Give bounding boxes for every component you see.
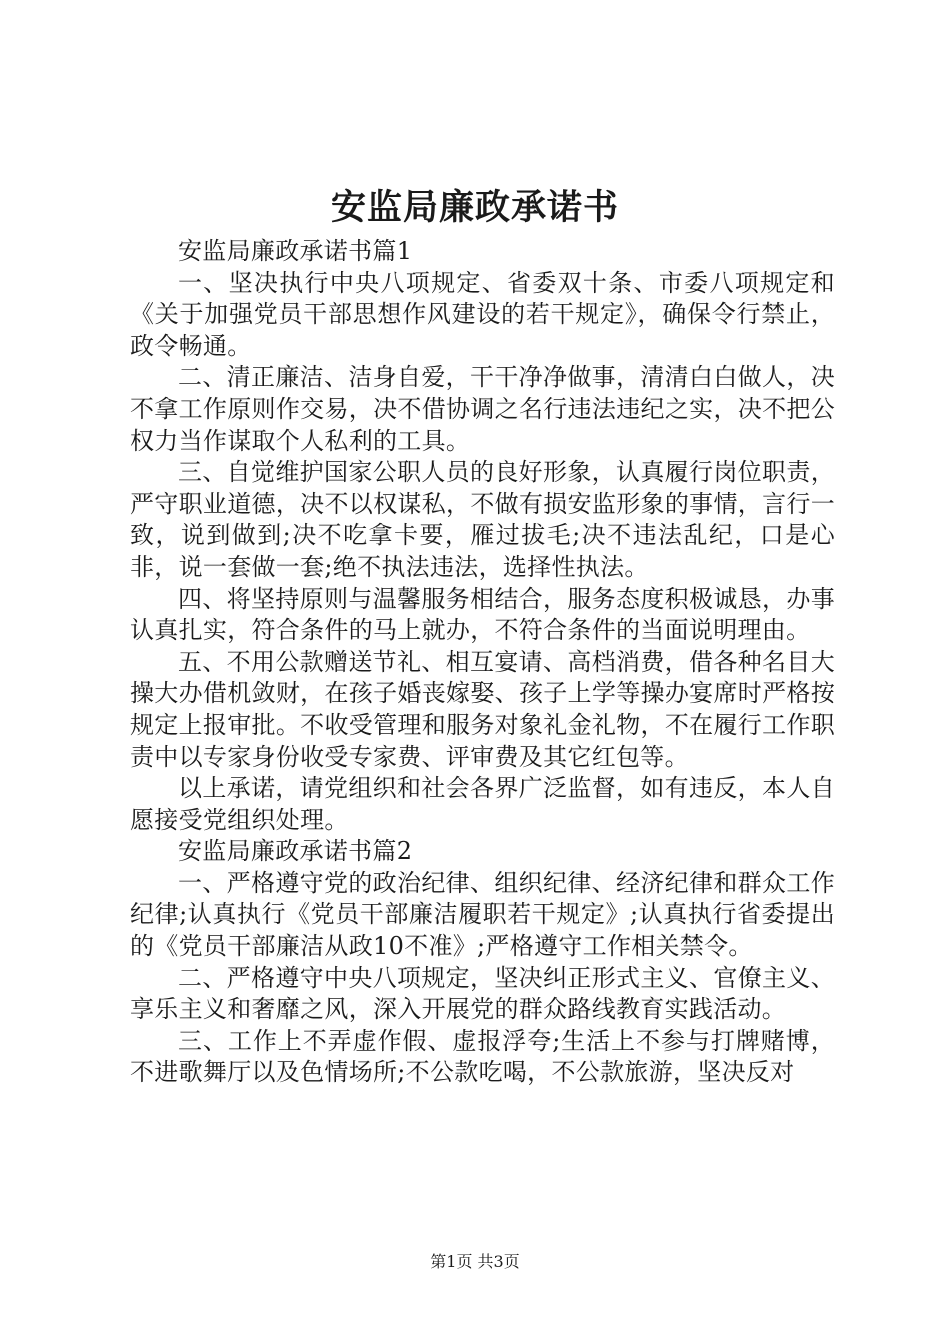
- paragraph: 三、自觉维护国家公职人员的良好形象，认真履行岗位职责，严守职业道德，决不以权谋私，不做有损安监形象的事情，言行一致，说到做到;决不吃拿卡要，雁过拔毛;决不违法乱纪，口是心非，说一套做一套;绝不执法违法，选择性执法。: [130, 458, 835, 581]
- paragraph: 二、严格遵守中央八项规定，坚决纠正形式主义、官僚主义、享乐主义和奢靡之风，深入开展党的群众路线教育实践活动。: [130, 963, 835, 1024]
- paragraph: 安监局廉政承诺书篇1: [178, 237, 413, 265]
- paragraph: 安监局廉政承诺书篇2: [178, 837, 413, 866]
- page-footer: 第1页 共3页: [430, 1252, 520, 1271]
- paragraph: 一、坚决执行中央八项规定、省委双十条、市委八项规定和《关于加强党员干部思想作风建设的若干规定》，确保令行禁止，政令畅通。: [130, 268, 835, 360]
- document-body: [130, 236, 835, 1089]
- paragraph: 五、不用公款赠送节礼、相互宴请、高档消费，借各种名目大操大办借机敛财，在孩子婚丧嫁娶、孩子上学等操办宴席时严格按规定上报审批。不收受管理和服务对象礼金礼物，不在履行工作职责中以专家身份收受专家费、评审费及其它红包等。: [130, 647, 835, 771]
- paragraph: 以上承诺，请党组织和社会各界广泛监督，如有违反，本人自愿接受党组织处理。: [130, 774, 835, 834]
- paragraph: 四、将坚持原则与温馨服务相结合，服务态度积极诚恳，办事认真扎实，符合条件的马上就办，不符合条件的当面说明理由。: [130, 584, 835, 645]
- paragraph: 二、清正廉洁、洁身自爱，干干净净做事，清清白白做人，决不拿工作原则作交易，决不借协调之名行违法违纪之实，决不把公权力当作谋取个人私利的工具。: [130, 363, 835, 455]
- paragraph: 一、严格遵守党的政治纪律、组织纪律、经济纪律和群众工作纪律;认真执行《党员干部廉洁履职若干规定》;认真执行省委提出的《党员干部廉洁从政10不准》;严格遵守工作相关禁令。: [130, 868, 835, 961]
- paragraph: 三、工作上不弄虚作假、虚报浮夸;生活上不参与打牌赌博，不进歌舞厅以及色情场所;不公款吃喝，不公款旅游，坚决反对: [130, 1026, 835, 1087]
- document-title: 安监局廉政承诺书: [330, 187, 619, 228]
